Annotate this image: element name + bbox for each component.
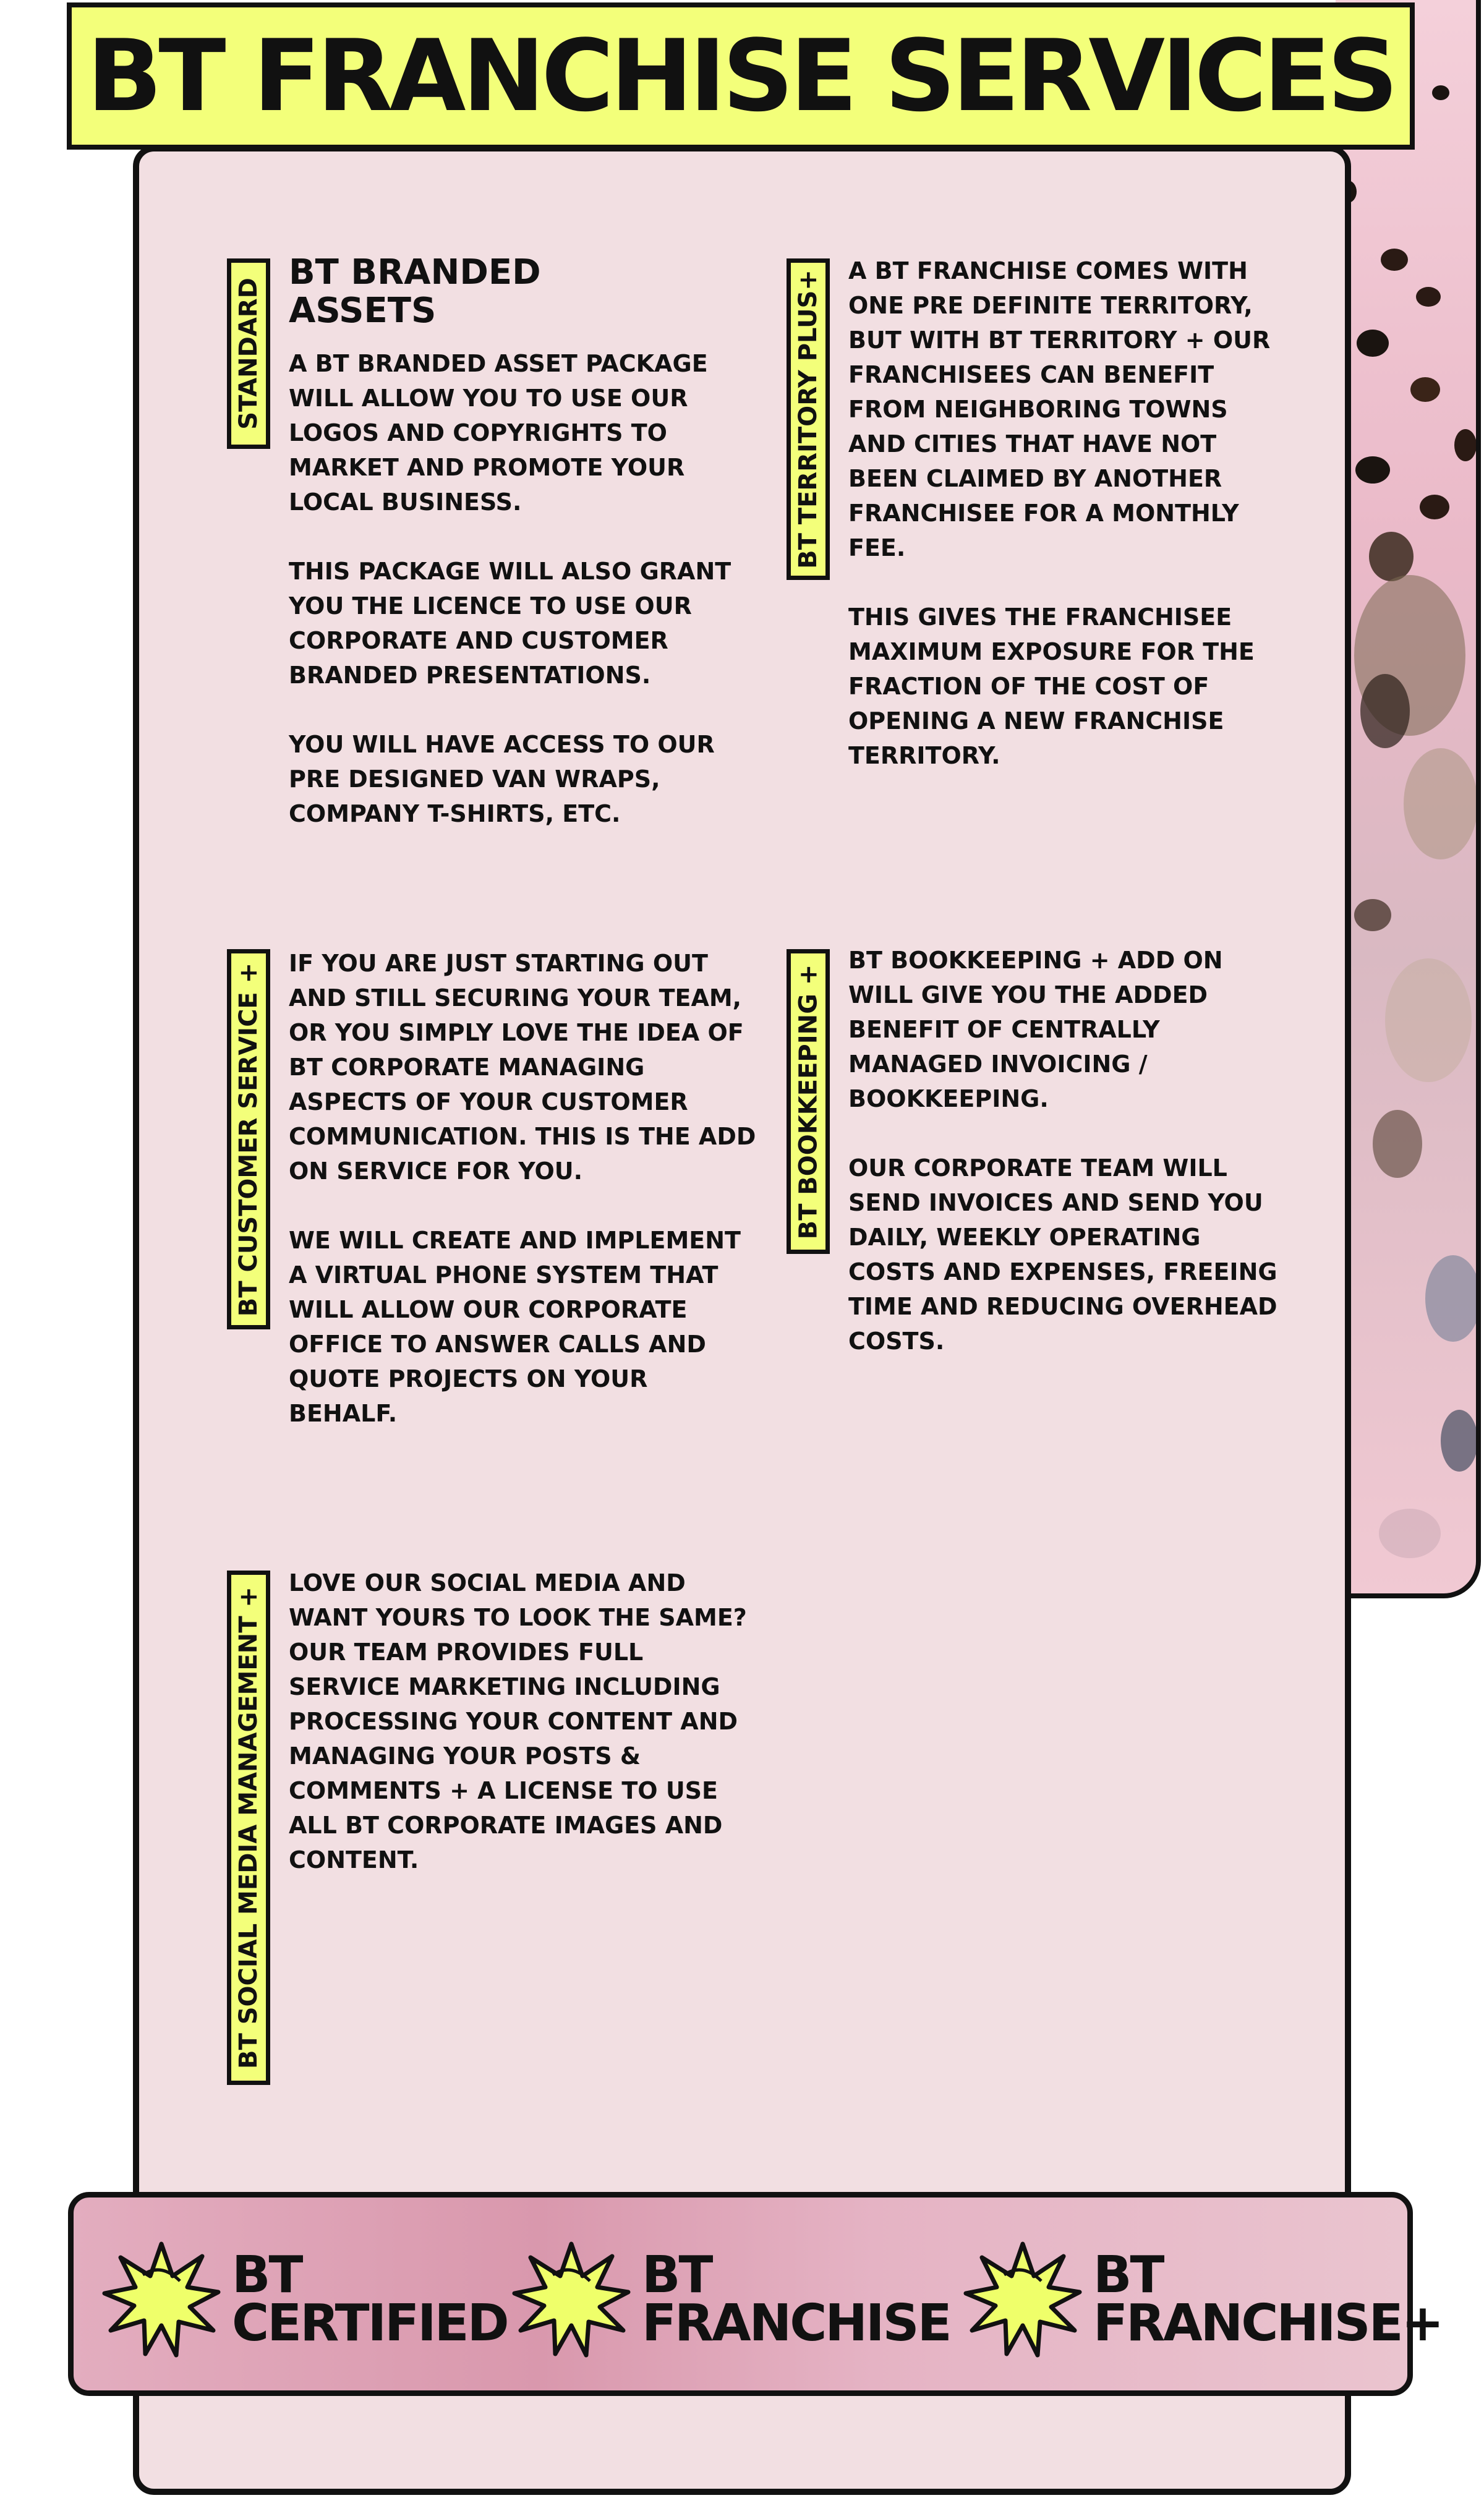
section-paragraph: A BT FRANCHISE COMES WITH ONE PRE DEFINITE TERRITORY, BUT WITH BT TERRITORY + OUR FRANCHISEES CAN BENEFIT FROM NEIGHBORING TOWNS AND CITIES THAT HAVE NOT BEEN CLAIMED BY ANOTHER FRANCHISEE FOR A MONTHLY FEE. xyxy=(848,257,1271,561)
section-paragraph: WE WILL CREATE AND IMPLEMENT A VIRTUAL PHONE SYSTEM THAT WILL ALLOW OUR CORPORATE OFFICE TO ANSWER CALLS AND QUOTE PROJECTS ON YOUR BEHALF. xyxy=(289,1227,741,1427)
section-bookkeeping xyxy=(848,943,1281,1358)
starburst-icon xyxy=(961,2238,1085,2361)
section-social-media xyxy=(289,1566,759,1877)
section-paragraph: LOVE OUR SOCIAL MEDIA AND WANT YOURS TO LOOK THE SAME? OUR TEAM PROVIDES FULL SERVICE MARKETING INCLUDING PROCESSING YOUR CONTENT AND MANAGING YOUR POSTS & COMMENTS + A LICENSE TO USE ALL BT CORPORATE IMAGES AND CONTENT. xyxy=(289,1569,747,1874)
section-paragraph: BT BOOKKEEPING + ADD ON WILL GIVE YOU THE ADDED BENEFIT OF CENTRALLY MANAGED INVOICING / BOOKKEEPING. xyxy=(848,947,1223,1112)
tab-customer-service xyxy=(227,949,270,1329)
badge-line: FRANCHISE+ xyxy=(1093,2294,1443,2353)
tab-label: BT TERRITORY PLUS+ xyxy=(794,270,822,569)
badge-bt-certified xyxy=(100,2238,508,2361)
tab-label: BT CUSTOMER SERVICE + xyxy=(234,962,263,1316)
tab-social-media xyxy=(227,1571,270,2085)
section-standard xyxy=(289,254,759,831)
page-title: BT FRANCHISE SERVICES xyxy=(87,18,1395,134)
starburst-icon xyxy=(510,2238,633,2361)
section-paragraph: YOU WILL HAVE ACCESS TO OUR PRE DESIGNED VAN WRAPS, COMPANY T-SHIRTS, ETC. xyxy=(289,731,715,827)
badge-line: BT xyxy=(642,2246,712,2304)
title-banner xyxy=(67,2,1415,150)
tab-bookkeeping xyxy=(787,949,830,1254)
starburst-icon xyxy=(100,2238,223,2361)
tab-standard xyxy=(227,258,270,449)
badge-line: BT xyxy=(1093,2246,1163,2304)
section-paragraph: THIS GIVES THE FRANCHISEE MAXIMUM EXPOSURE FOR THE FRACTION OF THE COST OF OPENING A NEW FRANCHISE TERRITORY. xyxy=(848,603,1255,769)
decorative-side-panel xyxy=(1336,0,1481,1598)
leopard-pattern xyxy=(1336,0,1481,1598)
badge-bt-franchise-plus xyxy=(961,2238,1442,2361)
badge-line: FRANCHISE xyxy=(642,2294,950,2353)
tab-territory-plus xyxy=(787,258,830,580)
badge-line: CERTIFIED xyxy=(232,2294,508,2353)
section-paragraph: A BT BRANDED ASSET PACKAGE WILL ALLOW YOU TO USE OUR LOGOS AND COPYRIGHTS TO MARKET AND PROMOTE YOUR LOCAL BUSINESS. xyxy=(289,350,708,516)
section-heading: BT BRANDED ASSETS xyxy=(289,252,541,331)
badge-bar xyxy=(68,2192,1443,2396)
tab-label: BT SOCIAL MEDIA MANAGEMENT + xyxy=(234,1587,263,2069)
section-paragraph: OUR CORPORATE TEAM WILL SEND INVOICES AND SEND YOU DAILY, WEEKLY OPERATING COSTS AND EXPENSES, FREEING TIME AND REDUCING OVERHEAD COSTS. xyxy=(848,1154,1277,1355)
section-paragraph: IF YOU ARE JUST STARTING OUT AND STILL SECURING YOUR TEAM, OR YOU SIMPLY LOVE THE IDEA OF BT CORPORATE MANAGING ASPECTS OF YOUR CUSTOMER COMMUNICATION. THIS IS THE ADD ON SERVICE FOR YOU. xyxy=(289,950,756,1185)
badge-bt-franchise xyxy=(510,2238,950,2361)
tab-label: STANDARD xyxy=(234,278,263,430)
badge-line: BT xyxy=(232,2246,302,2304)
section-territory-plus xyxy=(848,254,1281,773)
badge-label xyxy=(642,2246,950,2353)
section-paragraph: THIS PACKAGE WILL ALSO GRANT YOU THE LICENCE TO USE OUR CORPORATE AND CUSTOMER BRANDED PRESENTATIONS. xyxy=(289,558,731,689)
tab-label: BT BOOKKEEPING + xyxy=(794,964,823,1239)
badge-label xyxy=(232,2246,508,2353)
section-customer-service xyxy=(289,946,759,1431)
badge-label xyxy=(1093,2246,1443,2353)
